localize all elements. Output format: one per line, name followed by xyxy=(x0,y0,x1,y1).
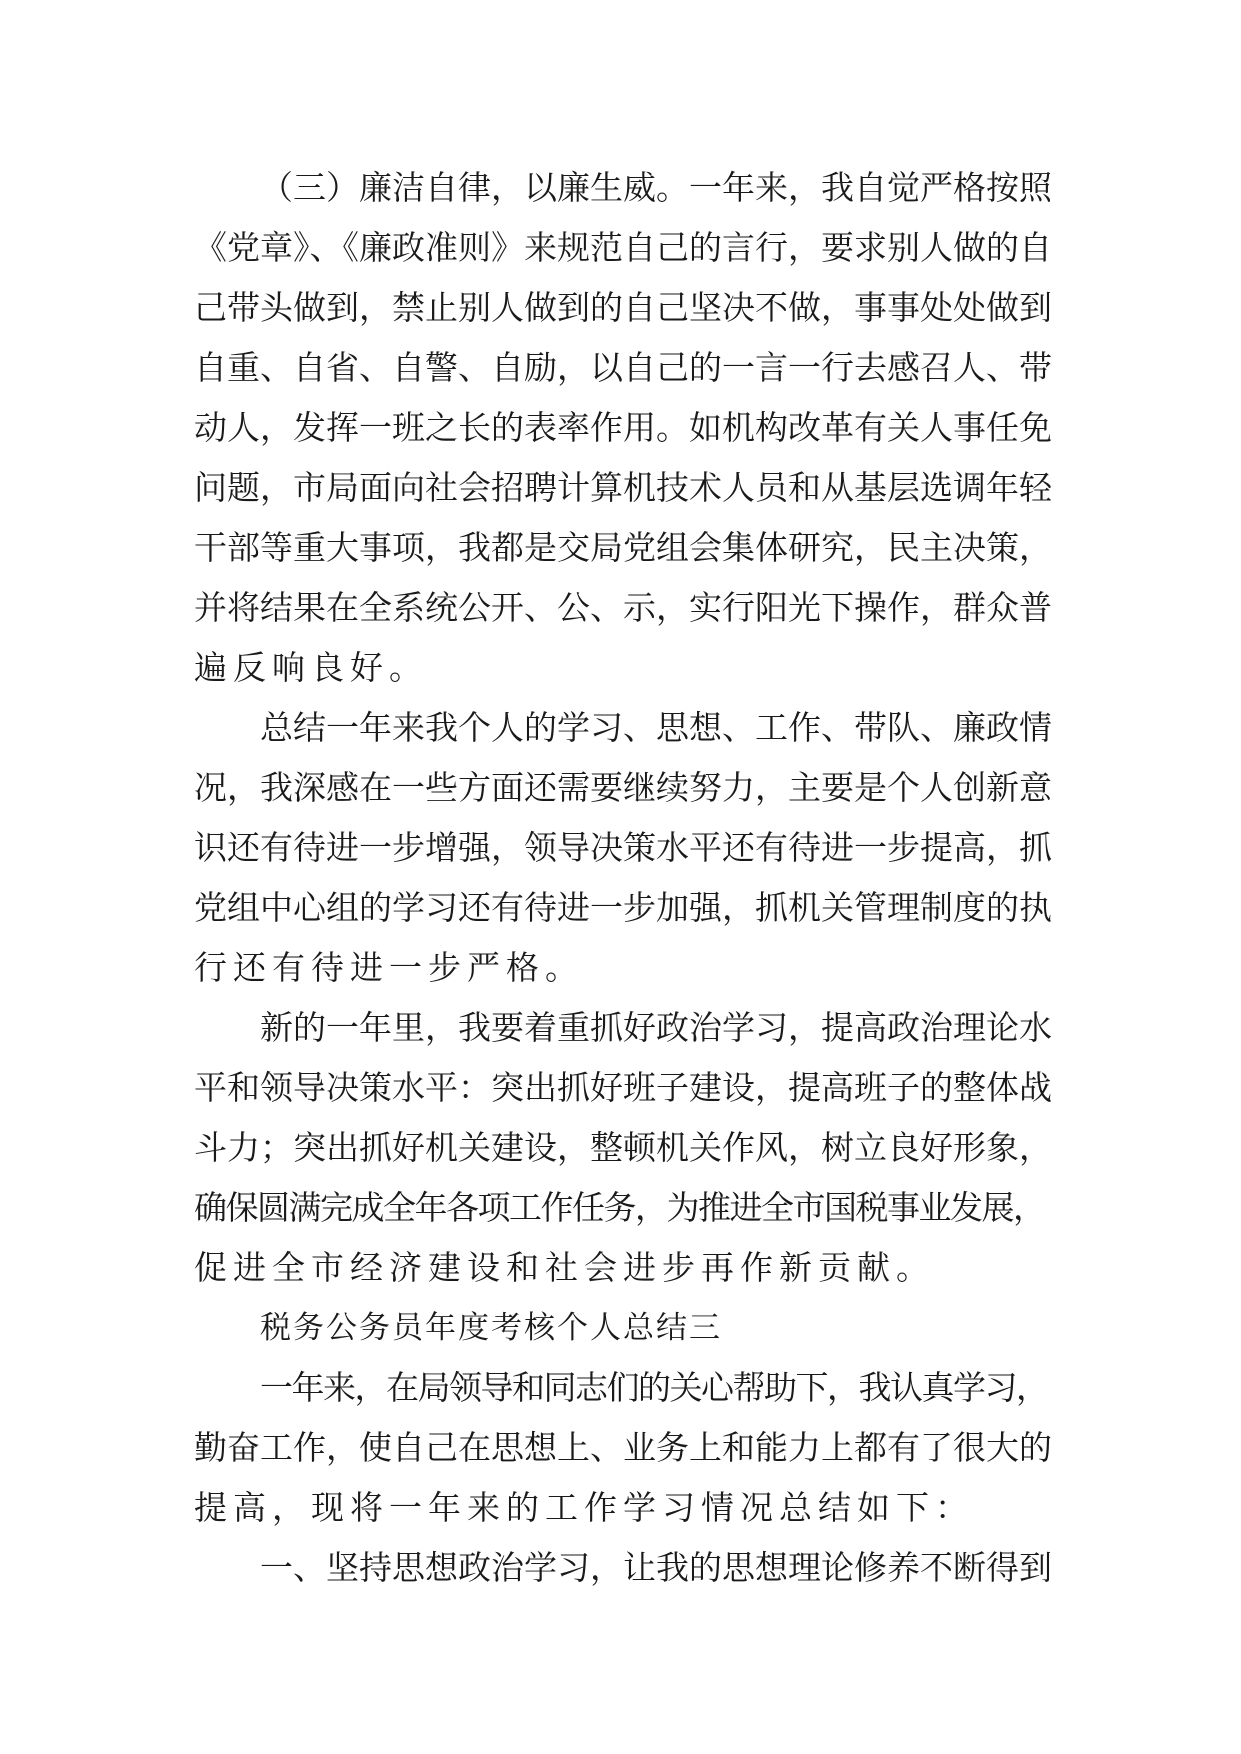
text-line: 并将结果在全系统公开、公、示，实行阳光下操作，群众普 xyxy=(194,588,1052,627)
text-line: 干部等重大事项，我都是交局党组会集体研究，民主决策， xyxy=(194,528,1052,567)
text-line: 识还有待进一步增强，领导决策水平还有待进一步提高，抓 xyxy=(194,828,1052,867)
text-line: 动人，发挥一班之长的表率作用。如机构改革有关人事任免 xyxy=(194,408,1052,447)
text-line: 斗力；突出抓好机关建设，整顿机关作风，树立良好形象， xyxy=(194,1128,1052,1167)
text-line: 勤奋工作，使自己在思想上、业务上和能力上都有了很大的 xyxy=(194,1428,1052,1467)
text-line: 己带头做到，禁止别人做到的自己坚决不做，事事处处做到 xyxy=(194,288,1052,327)
text-line: 促进全市经济建设和社会进步再作新贡献。 xyxy=(194,1248,935,1287)
text-line: 遍反响良好。 xyxy=(194,648,428,687)
text-line: 况，我深感在一些方面还需要继续努力，主要是个人创新意 xyxy=(194,768,1052,807)
text-line: 平和领导决策水平：突出抓好班子建设，提高班子的整体战 xyxy=(194,1068,1052,1107)
text-line: 新的一年里，我要着重抓好政治学习，提高政治理论水 xyxy=(260,1008,1052,1047)
text-line: 确保圆满完成全年各项工作任务，为推进全市国税事业发展， xyxy=(194,1188,1045,1227)
text-line: 一、坚持思想政治学习，让我的思想理论修养不断得到 xyxy=(260,1548,1052,1587)
document-body xyxy=(194,158,1054,1598)
text-line: 自重、自省、自警、自励，以自己的一言一行去感召人、带 xyxy=(194,348,1052,387)
text-line: 总结一年来我个人的学习、思想、工作、带队、廉政情 xyxy=(260,708,1052,747)
text-line: 提高，现将一年来的工作学习情况总结如下： xyxy=(194,1488,974,1527)
text-line: 一年来，在局领导和同志们的关心帮助下，我认真学习， xyxy=(260,1368,1048,1407)
text-line: 《党章》、《廉政准则》来规范自己的言行，要求别人做的自 xyxy=(194,228,1052,267)
text-line: 党组中心组的学习还有待进一步加强，抓机关管理制度的执 xyxy=(194,888,1052,927)
text-line: 问题，市局面向社会招聘计算机技术人员和从基层选调年轻 xyxy=(194,468,1052,507)
text-line: 行还有待进一步严格。 xyxy=(194,948,584,987)
section-heading: 税务公务员年度考核个人总结三 xyxy=(260,1310,722,1346)
text-line: （三）廉洁自律，以廉生威。一年来，我自觉严格按照 xyxy=(260,168,1052,207)
